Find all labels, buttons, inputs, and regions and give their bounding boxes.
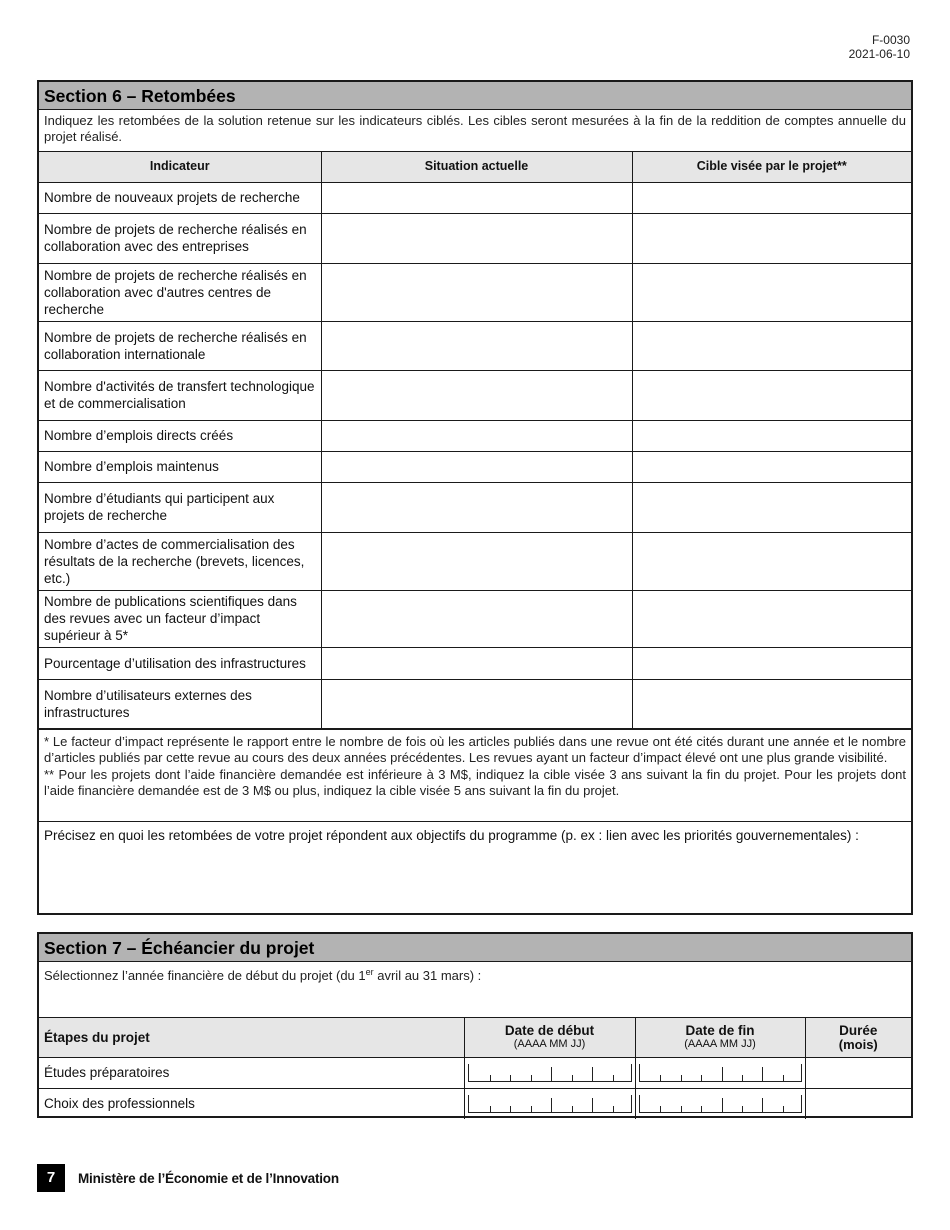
indicators-header-row	[39, 152, 911, 182]
situation-actuelle-cell[interactable]	[321, 370, 632, 420]
col-situation-actuelle: Situation actuelle	[321, 152, 632, 182]
section-6-title: Section 6 – Retombées	[39, 82, 911, 110]
indicator-label: Nombre de projets de recherche réalisés en collaboration internationale	[39, 321, 321, 370]
col-duree-unit: (mois)	[838, 1037, 878, 1053]
cible-visee-cell[interactable]	[632, 263, 911, 321]
section-7	[37, 932, 913, 1118]
situation-actuelle-cell[interactable]	[321, 590, 632, 647]
form-date: 2021-06-10	[848, 47, 910, 61]
indicator-label: Nombre d’emplois maintenus	[39, 451, 321, 482]
col-indicateur: Indicateur	[39, 152, 321, 182]
date-slot-ticks	[469, 1064, 633, 1082]
start-year-field[interactable]	[39, 962, 911, 1018]
form-code	[849, 33, 910, 61]
col-date-debut-format: (AAAA MM JJ)	[513, 1038, 586, 1051]
end-date-cell[interactable]	[635, 1088, 805, 1119]
table-row	[39, 321, 911, 370]
objectives-field[interactable]	[39, 821, 911, 917]
cible-visee-cell[interactable]	[632, 590, 911, 647]
cible-visee-cell[interactable]	[632, 370, 911, 420]
situation-actuelle-cell[interactable]	[321, 451, 632, 482]
start-year-label-b: avril au 31 mars) :	[373, 968, 482, 983]
indicator-label: Nombre de projets de recherche réalisés en collaboration avec d'autres centres de recherche	[39, 263, 321, 321]
cible-visee-cell[interactable]	[632, 647, 911, 679]
ministry-name: Ministère de l’Économie et de l’Innovation	[78, 1170, 339, 1186]
situation-actuelle-cell[interactable]	[321, 182, 632, 213]
indicator-label: Nombre de publications scientifiques dans des revues avec un facteur d’impact supérieur à 5*	[39, 590, 321, 647]
situation-actuelle-cell[interactable]	[321, 679, 632, 728]
table-row	[39, 182, 911, 213]
table-row	[39, 420, 911, 451]
situation-actuelle-cell[interactable]	[321, 321, 632, 370]
col-date-debut	[464, 1018, 635, 1057]
start-date-cell[interactable]	[464, 1088, 635, 1119]
situation-actuelle-cell[interactable]	[321, 213, 632, 263]
col-etapes: Étapes du projet	[39, 1018, 464, 1057]
form-number: F-0030	[871, 33, 910, 47]
indicator-label: Nombre d’étudiants qui participent aux projets de recherche	[39, 482, 321, 532]
col-cible-visee: Cible visée par le projet**	[632, 152, 911, 182]
table-row	[39, 451, 911, 482]
start-year-label-a: Sélectionnez l’année financière de début du projet (du 1	[44, 968, 366, 983]
step-label: Choix des professionnels	[39, 1088, 464, 1119]
table-row	[39, 679, 911, 728]
table-row	[39, 482, 911, 532]
start-date-cell[interactable]	[464, 1057, 635, 1088]
date-slot-ticks	[640, 1064, 803, 1082]
indicator-label: Nombre de projets de recherche réalisés en collaboration avec des entreprises	[39, 213, 321, 263]
end-date-input[interactable]	[639, 1095, 802, 1113]
cible-visee-cell[interactable]	[632, 532, 911, 590]
situation-actuelle-cell[interactable]	[321, 532, 632, 590]
table-row	[39, 263, 911, 321]
indicator-label: Nombre d’actes de commercialisation des résultats de la recherche (brevets, licences, etc.)	[39, 532, 321, 590]
col-duree	[805, 1018, 911, 1057]
footnote-target: ** Pour les projets dont l’aide financière demandée est inférieure à 3 M$, indiquez la cible visée 3 ans suivant la fin du projet. Pour les projets dont l’aide financière demandée est de 3 M$ ou plus, indiquez la cible visée 5 ans suivant la fin du projet.	[44, 766, 906, 798]
section-6	[37, 80, 913, 915]
table-row	[39, 213, 911, 263]
table-row	[39, 370, 911, 420]
end-date-input[interactable]	[639, 1064, 802, 1082]
cible-visee-cell[interactable]	[632, 420, 911, 451]
situation-actuelle-cell[interactable]	[321, 420, 632, 451]
duration-cell[interactable]	[805, 1088, 911, 1119]
date-slot-ticks	[640, 1095, 803, 1113]
step-label: Études préparatoires	[39, 1057, 464, 1088]
table-row	[39, 1057, 911, 1088]
table-row	[39, 647, 911, 679]
indicator-label: Nombre d’emplois directs créés	[39, 420, 321, 451]
situation-actuelle-cell[interactable]	[321, 263, 632, 321]
page-footer	[37, 1163, 339, 1193]
indicator-label: Pourcentage d’utilisation des infrastructures	[39, 647, 321, 679]
schedule-table	[39, 1018, 911, 1119]
col-date-fin-label: Date de fin	[685, 1023, 755, 1039]
col-date-fin	[635, 1018, 805, 1057]
start-year-label-sup: er	[365, 967, 374, 977]
schedule-header-row	[39, 1018, 911, 1057]
cible-visee-cell[interactable]	[632, 679, 911, 728]
section-6-intro: Indiquez les retombées de la solution retenue sur les indicateurs ciblés. Les cibles seront mesurées à la fin de la reddition de comptes annuelle du projet réalisé.	[39, 110, 911, 152]
cible-visee-cell[interactable]	[632, 213, 911, 263]
indicators-table	[39, 152, 911, 729]
footnote-impact-factor: * Le facteur d’impact représente le rapport entre le nombre de fois où les articles publiés dans une revue ont été cités durant une année et le nombre d’articles publiés par cette revue au cours des deux années précédentes. Les revues ayant un facteur d’impact élevé ont une plus grande visibilité.	[44, 733, 906, 765]
cible-visee-cell[interactable]	[632, 482, 911, 532]
objectives-prompt: Précisez en quoi les retombées de votre projet répondent aux objectifs du programme (p. ex : lien avec les priorités gouvernementales) :	[44, 827, 859, 843]
cible-visee-cell[interactable]	[632, 451, 911, 482]
table-row	[39, 590, 911, 647]
col-date-fin-format: (AAAA MM JJ)	[684, 1038, 756, 1051]
indicator-label: Nombre d'activités de transfert technologique et de commercialisation	[39, 370, 321, 420]
date-slot-ticks	[469, 1095, 633, 1113]
col-duree-label: Durée	[839, 1023, 878, 1039]
indicator-label: Nombre d’utilisateurs externes des infrastructures	[39, 679, 321, 728]
page-number: 7	[37, 1164, 65, 1192]
col-date-debut-label: Date de début	[504, 1023, 595, 1039]
end-date-cell[interactable]	[635, 1057, 805, 1088]
table-row	[39, 532, 911, 590]
indicator-label: Nombre de nouveaux projets de recherche	[39, 182, 321, 213]
situation-actuelle-cell[interactable]	[321, 647, 632, 679]
start-date-input[interactable]	[468, 1095, 632, 1113]
situation-actuelle-cell[interactable]	[321, 482, 632, 532]
section-7-title: Section 7 – Échéancier du projet	[39, 934, 911, 962]
start-date-input[interactable]	[468, 1064, 632, 1082]
cible-visee-cell[interactable]	[632, 182, 911, 213]
footnotes	[39, 729, 911, 821]
table-row	[39, 1088, 911, 1119]
cible-visee-cell[interactable]	[632, 321, 911, 370]
duration-cell[interactable]	[805, 1057, 911, 1088]
